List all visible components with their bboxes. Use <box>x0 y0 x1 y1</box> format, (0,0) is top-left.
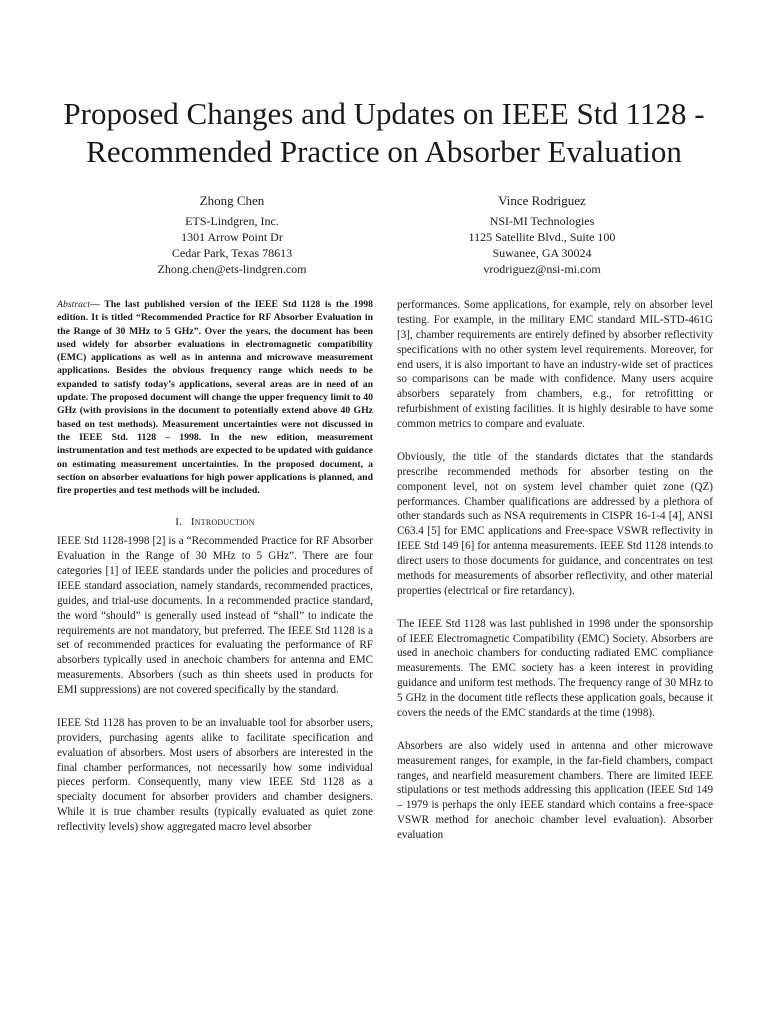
paragraph: Absorbers are also widely used in antenna and other microwave measurement ranges, for example, in the far-field chambers, compact ranges, and nearfield measurement chambers. There are limited IEEE stipulations or test methods addressing this application (IEEE Std 149 – 1979 is perhaps the only IEEE standard which contains a free-space VSWR method for anechoic chamber level evaluation). Absorber evaluation <box>397 739 713 841</box>
abstract-label: Abstract <box>57 299 91 310</box>
abstract-text: — The last published version of the IEEE Std 1128 is the 1998 edition. It is titled “Recommended Practice for RF Absorber Evaluation in the Range of 30 MHz to 5 GHz”. Over the years, the document has been used widely for absorber evaluations in electromagnetic compatibility (EMC) applications as well as in antenna and microwave measurement applications. Besides the obvious frequency range which needs to be expanded to satisfy today’s applications, several areas are in need of an update. The proposed document will change the upper frequency limit to 40 GHz (with provisions in the document to potentially extend above 40 GHz based on test methods). Measurement uncertainties were not discussed in the IEEE Std. 1128 – 1998. In the new edition, measurement instrumentation and test methods are expected to be updated with guidance on estimating measurement uncertainties. In the proposed document, a section on absorber evaluations for high power applications is planned, and fire properties and test methods will be included. <box>57 299 373 497</box>
author-name: Vince Rodriguez <box>498 193 586 208</box>
left-column <box>57 298 373 835</box>
author-email: vrodriguez@nsi-mi.com <box>483 262 601 276</box>
paragraph: Obviously, the title of the standards dictates that the standards prescribe recommended methods for absorber testing on the component level, not on system level chamber quiet zone (QZ) performances. Chamber qualifications are addressed by a plethora of other standards such as NSA requirements in CISPR 16-1-4 [4], ANSI C63.4 [5] for EMC applications and Free-space VSWR reflectivity in IEEE Std 149 [6] for antenna measurements. IEEE Std 1128 intends to direct users to those documents for guidance, and concentrates on test methods for measurements of absorber reflectivity, and other material properties (electrical or fire retardancy). <box>397 450 713 597</box>
title-line-1: Proposed Changes and Updates on IEEE Std 1128 - <box>63 96 705 131</box>
section-heading-introduction <box>57 515 373 530</box>
author-city: Suwanee, GA 30024 <box>492 246 592 260</box>
author-email: Zhong.chen@ets-lindgren.com <box>157 262 307 276</box>
author-street: 1125 Satellite Blvd., Suite 100 <box>468 230 616 244</box>
paragraph: IEEE Std 1128-1998 [2] is a “Recommended Practice for RF Absorber Evaluation in the Range of 30 MHz to 5 GHz”. There are four categories [1] of IEEE standards under the policies and procedures of IEEE standard association, namely standards, recommended practices, guides, and trial-use documents. In a recommended practice standard, the word “should” is generally used instead of “shall” to indicate the requirements are not mandatory, but preferred. The IEEE Std 1128 is a set of recommended practices for evaluating the performance of RF absorbers typically used in anechoic chambers for antenna and EMC measurements. Absorbers (such as thin sheets used in products for EMI suppressions) are not covered specifically by the standard. <box>57 535 373 697</box>
section-number: I. <box>175 516 183 529</box>
paragraph: The IEEE Std 1128 was last published in 1998 under the sponsorship of IEEE Electromagnetic Compatibility (EMC) Society. Absorbers are used in anechoic chambers for conducting radiated EMC compliance measurements. The EMC society has a keen interest in providing guidance and uniform test methods. The frequency range of 30 MHz to 5 GHz in the document title reflects these application goals, because it covers the needs of the EMC standards at the time (1998). <box>397 617 713 719</box>
author-org: ETS-Lindgren, Inc. <box>185 214 279 228</box>
paragraph: IEEE Std 1128 has proven to be an invaluable tool for absorber users, providers, purchasing agents alike to facilitate specification and evaluation of absorbers. Most users of absorbers are interested in the final chamber performances, not necessarily how some individual pieces perform. Consequently, many view IEEE Std 1128 as a specialty document for absorber providers and chamber designers. While it is true chamber results (typically evaluated as quiet zone reflectivity levels) show aggregated macro level absorber <box>57 716 373 834</box>
author-org: NSI-MI Technologies <box>489 214 595 228</box>
paragraph: performances. Some applications, for example, rely on absorber level testing. For example, in the military EMC standard MIL-STD-461G [3], chamber requirements are entirely defined by absorber reflectivity specifications with no other system level requirements. Moreover, for end users, it is also important to have an industry-wide set of practices so comparisons can be made with confidence. Many users acquire absorbers separately from chambers, e.g., for retrofitting or refurbishment of existing facilities. It is highly desirable to have some common metrics to compare and evaluate. <box>397 299 713 430</box>
author-name: Zhong Chen <box>199 193 265 208</box>
section-title: Introduction <box>190 516 255 529</box>
author-city: Cedar Park, Texas 78613 <box>171 246 293 260</box>
author-block-1 <box>102 193 362 277</box>
author-street: 1301 Arrow Point Dr <box>181 230 283 244</box>
title-line-2: Recommended Practice on Absorber Evaluation <box>86 134 682 169</box>
paper-title <box>40 95 728 171</box>
abstract <box>57 298 373 497</box>
right-column <box>397 298 713 843</box>
author-block-2 <box>412 193 672 277</box>
